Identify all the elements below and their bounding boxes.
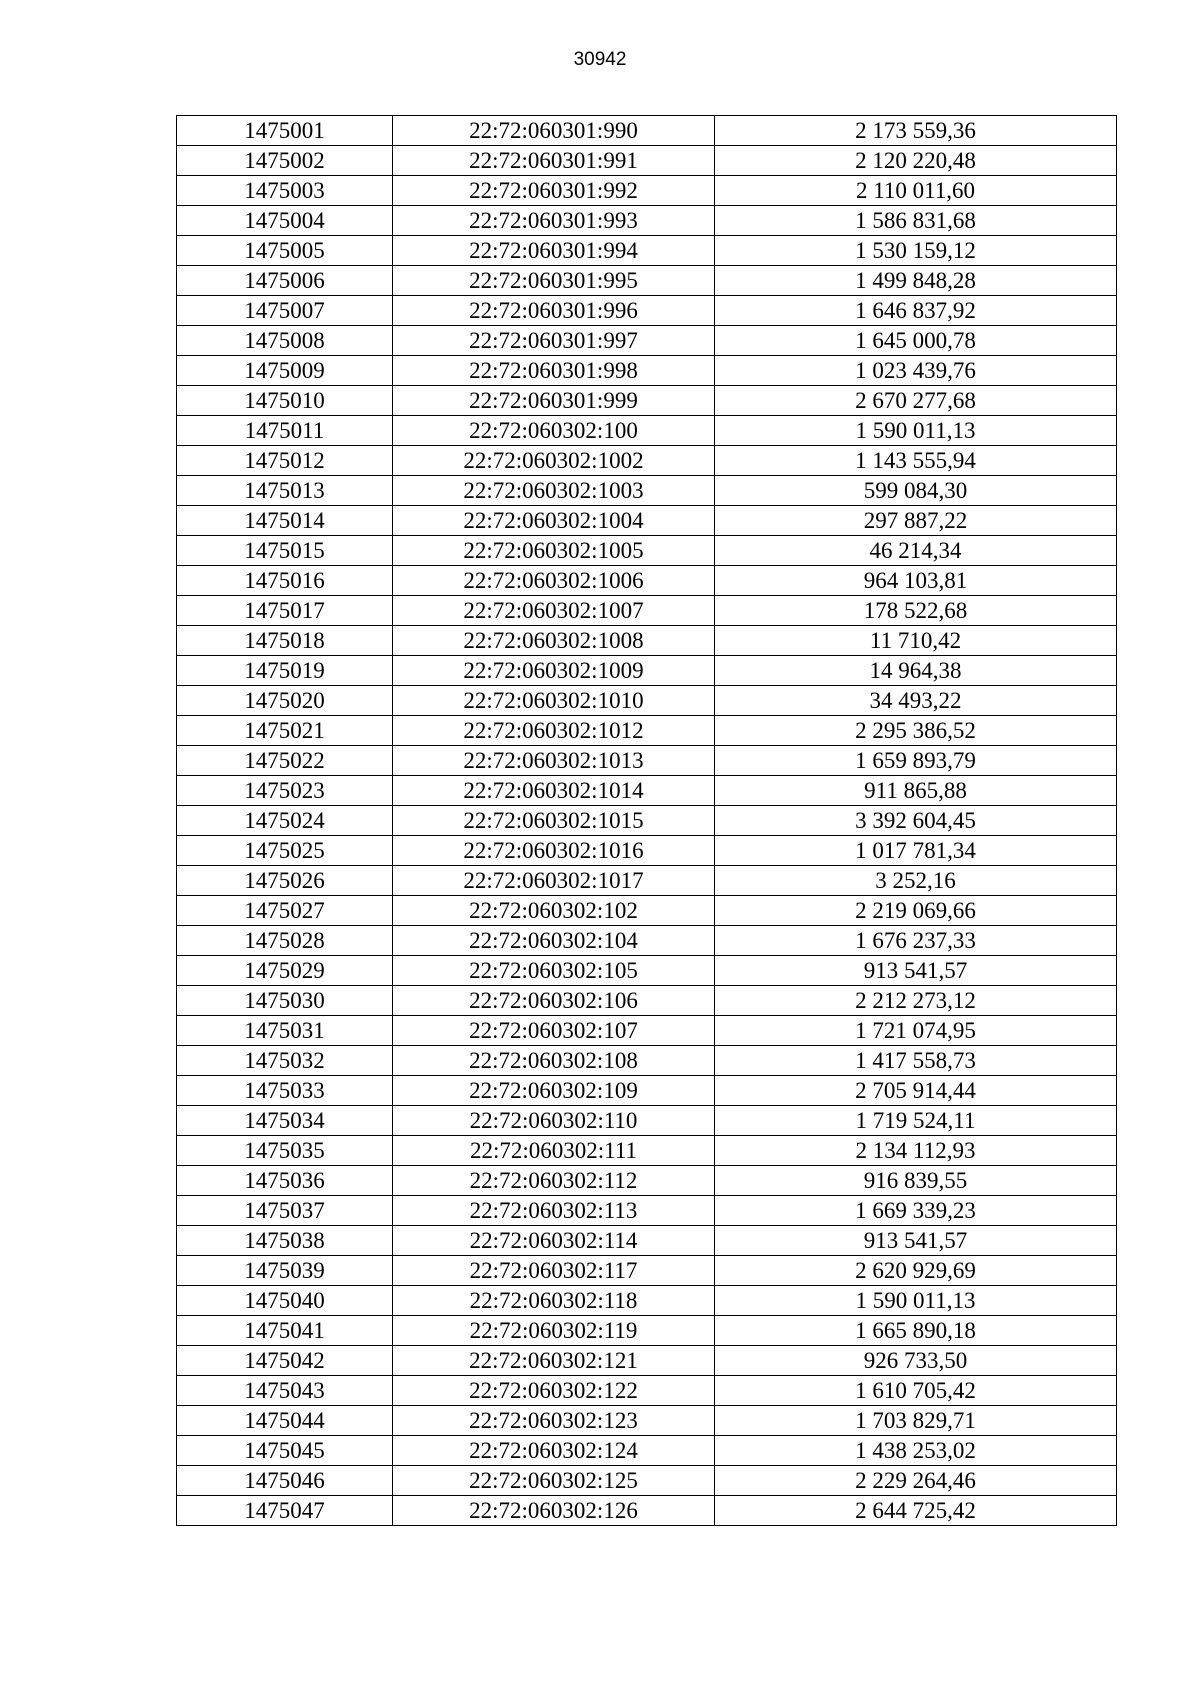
row-number-cell: 1475004: [177, 206, 393, 236]
row-number-cell: 1475003: [177, 176, 393, 206]
cadastral-number-cell: 22:72:060302:112: [393, 1166, 715, 1196]
cadastral-number-cell: 22:72:060302:123: [393, 1406, 715, 1436]
table-row: [177, 1166, 1117, 1196]
table-row: [177, 1406, 1117, 1436]
row-number-cell: 1475023: [177, 776, 393, 806]
value-cell: 926 733,50: [715, 1346, 1117, 1376]
table-row: [177, 836, 1117, 866]
value-cell: 1 023 439,76: [715, 356, 1117, 386]
cadastral-number-cell: 22:72:060302:117: [393, 1256, 715, 1286]
cadastral-number-cell: 22:72:060302:121: [393, 1346, 715, 1376]
table-row: [177, 236, 1117, 266]
table-row: [177, 386, 1117, 416]
row-number-cell: 1475040: [177, 1286, 393, 1316]
table-row: [177, 866, 1117, 896]
cadastral-number-cell: 22:72:060302:110: [393, 1106, 715, 1136]
value-cell: 1 665 890,18: [715, 1316, 1117, 1346]
table-row: [177, 356, 1117, 386]
cadastral-number-cell: 22:72:060301:992: [393, 176, 715, 206]
data-table: [176, 115, 1117, 1526]
cadastral-number-cell: 22:72:060301:994: [393, 236, 715, 266]
row-number-cell: 1475038: [177, 1226, 393, 1256]
row-number-cell: 1475041: [177, 1316, 393, 1346]
row-number-cell: 1475015: [177, 536, 393, 566]
row-number-cell: 1475034: [177, 1106, 393, 1136]
value-cell: 3 392 604,45: [715, 806, 1117, 836]
row-number-cell: 1475001: [177, 116, 393, 146]
table-row: [177, 1196, 1117, 1226]
cadastral-number-cell: 22:72:060302:108: [393, 1046, 715, 1076]
cadastral-number-cell: 22:72:060302:1002: [393, 446, 715, 476]
cadastral-number-cell: 22:72:060302:1005: [393, 536, 715, 566]
row-number-cell: 1475024: [177, 806, 393, 836]
value-cell: 14 964,38: [715, 656, 1117, 686]
row-number-cell: 1475028: [177, 926, 393, 956]
cadastral-number-cell: 22:72:060301:990: [393, 116, 715, 146]
table-row: [177, 686, 1117, 716]
cadastral-number-cell: 22:72:060302:119: [393, 1316, 715, 1346]
cadastral-number-cell: 22:72:060302:1003: [393, 476, 715, 506]
table-row: [177, 986, 1117, 1016]
value-cell: 2 670 277,68: [715, 386, 1117, 416]
row-number-cell: 1475009: [177, 356, 393, 386]
row-number-cell: 1475011: [177, 416, 393, 446]
cadastral-number-cell: 22:72:060302:109: [393, 1076, 715, 1106]
table-row: [177, 1016, 1117, 1046]
row-number-cell: 1475007: [177, 296, 393, 326]
value-cell: 1 143 555,94: [715, 446, 1117, 476]
row-number-cell: 1475018: [177, 626, 393, 656]
table-row: [177, 1256, 1117, 1286]
row-number-cell: 1475030: [177, 986, 393, 1016]
row-number-cell: 1475017: [177, 596, 393, 626]
value-cell: 1 438 253,02: [715, 1436, 1117, 1466]
value-cell: 913 541,57: [715, 956, 1117, 986]
value-cell: 2 644 725,42: [715, 1496, 1117, 1526]
row-number-cell: 1475029: [177, 956, 393, 986]
table-row: [177, 1436, 1117, 1466]
value-cell: 1 017 781,34: [715, 836, 1117, 866]
row-number-cell: 1475025: [177, 836, 393, 866]
cadastral-number-cell: 22:72:060302:124: [393, 1436, 715, 1466]
cadastral-number-cell: 22:72:060301:995: [393, 266, 715, 296]
table-row: [177, 1496, 1117, 1526]
value-cell: 1 499 848,28: [715, 266, 1117, 296]
value-cell: 1 676 237,33: [715, 926, 1117, 956]
row-number-cell: 1475002: [177, 146, 393, 176]
table-row: [177, 656, 1117, 686]
value-cell: 1 530 159,12: [715, 236, 1117, 266]
value-cell: 1 645 000,78: [715, 326, 1117, 356]
value-cell: 964 103,81: [715, 566, 1117, 596]
value-cell: 2 229 264,46: [715, 1466, 1117, 1496]
cadastral-number-cell: 22:72:060301:993: [393, 206, 715, 236]
row-number-cell: 1475043: [177, 1376, 393, 1406]
table-row: [177, 926, 1117, 956]
table-row: [177, 1136, 1117, 1166]
row-number-cell: 1475008: [177, 326, 393, 356]
row-number-cell: 1475022: [177, 746, 393, 776]
cadastral-number-cell: 22:72:060302:1007: [393, 596, 715, 626]
value-cell: 1 590 011,13: [715, 1286, 1117, 1316]
table-row: [177, 476, 1117, 506]
cadastral-number-cell: 22:72:060302:114: [393, 1226, 715, 1256]
table-row: [177, 206, 1117, 236]
table-row: [177, 536, 1117, 566]
value-cell: 2 120 220,48: [715, 146, 1117, 176]
value-cell: 1 586 831,68: [715, 206, 1117, 236]
cadastral-number-cell: 22:72:060302:1014: [393, 776, 715, 806]
table-row: [177, 326, 1117, 356]
table-row: [177, 806, 1117, 836]
cadastral-number-cell: 22:72:060302:102: [393, 896, 715, 926]
table-row: [177, 296, 1117, 326]
value-cell: 599 084,30: [715, 476, 1117, 506]
row-number-cell: 1475037: [177, 1196, 393, 1226]
row-number-cell: 1475031: [177, 1016, 393, 1046]
cadastral-number-cell: 22:72:060302:104: [393, 926, 715, 956]
value-cell: 1 721 074,95: [715, 1016, 1117, 1046]
cadastral-number-cell: 22:72:060302:105: [393, 956, 715, 986]
row-number-cell: 1475047: [177, 1496, 393, 1526]
table-row: [177, 1466, 1117, 1496]
value-cell: 46 214,34: [715, 536, 1117, 566]
table-row: [177, 776, 1117, 806]
table-row: [177, 1376, 1117, 1406]
row-number-cell: 1475042: [177, 1346, 393, 1376]
table-row: [177, 1316, 1117, 1346]
cadastral-number-cell: 22:72:060302:1010: [393, 686, 715, 716]
cadastral-number-cell: 22:72:060301:998: [393, 356, 715, 386]
row-number-cell: 1475010: [177, 386, 393, 416]
cadastral-number-cell: 22:72:060302:1017: [393, 866, 715, 896]
value-cell: 2 134 112,93: [715, 1136, 1117, 1166]
table-row: [177, 116, 1117, 146]
value-cell: 297 887,22: [715, 506, 1117, 536]
row-number-cell: 1475014: [177, 506, 393, 536]
table-row: [177, 1286, 1117, 1316]
table-row: [177, 266, 1117, 296]
value-cell: 911 865,88: [715, 776, 1117, 806]
cadastral-number-cell: 22:72:060301:999: [393, 386, 715, 416]
cadastral-number-cell: 22:72:060302:125: [393, 1466, 715, 1496]
row-number-cell: 1475019: [177, 656, 393, 686]
cadastral-number-cell: 22:72:060302:1015: [393, 806, 715, 836]
table-row: [177, 176, 1117, 206]
value-cell: 1 610 705,42: [715, 1376, 1117, 1406]
value-cell: 2 219 069,66: [715, 896, 1117, 926]
value-cell: 1 646 837,92: [715, 296, 1117, 326]
cadastral-number-cell: 22:72:060302:122: [393, 1376, 715, 1406]
cadastral-number-cell: 22:72:060302:118: [393, 1286, 715, 1316]
row-number-cell: 1475046: [177, 1466, 393, 1496]
cadastral-number-cell: 22:72:060302:1016: [393, 836, 715, 866]
cadastral-number-cell: 22:72:060302:1009: [393, 656, 715, 686]
cadastral-number-cell: 22:72:060302:1013: [393, 746, 715, 776]
cadastral-number-cell: 22:72:060302:106: [393, 986, 715, 1016]
value-cell: 34 493,22: [715, 686, 1117, 716]
value-cell: 2 212 273,12: [715, 986, 1117, 1016]
table-row: [177, 1076, 1117, 1106]
value-cell: 2 620 929,69: [715, 1256, 1117, 1286]
value-cell: 178 522,68: [715, 596, 1117, 626]
cadastral-number-cell: 22:72:060302:1004: [393, 506, 715, 536]
row-number-cell: 1475006: [177, 266, 393, 296]
value-cell: 1 703 829,71: [715, 1406, 1117, 1436]
table-row: [177, 896, 1117, 926]
value-cell: 3 252,16: [715, 866, 1117, 896]
table-row: [177, 1226, 1117, 1256]
cadastral-number-cell: 22:72:060302:113: [393, 1196, 715, 1226]
cadastral-number-cell: 22:72:060302:1008: [393, 626, 715, 656]
cadastral-number-cell: 22:72:060302:1006: [393, 566, 715, 596]
table-row: [177, 956, 1117, 986]
value-cell: 2 705 914,44: [715, 1076, 1117, 1106]
table-row: [177, 1046, 1117, 1076]
value-cell: 1 590 011,13: [715, 416, 1117, 446]
cadastral-number-cell: 22:72:060302:111: [393, 1136, 715, 1166]
table-row: [177, 416, 1117, 446]
value-cell: 2 173 559,36: [715, 116, 1117, 146]
row-number-cell: 1475020: [177, 686, 393, 716]
cadastral-number-cell: 22:72:060301:997: [393, 326, 715, 356]
value-cell: 2 295 386,52: [715, 716, 1117, 746]
value-cell: 1 669 339,23: [715, 1196, 1117, 1226]
value-cell: 913 541,57: [715, 1226, 1117, 1256]
row-number-cell: 1475027: [177, 896, 393, 926]
row-number-cell: 1475033: [177, 1076, 393, 1106]
table-row: [177, 716, 1117, 746]
table-row: [177, 446, 1117, 476]
cadastral-number-cell: 22:72:060302:1012: [393, 716, 715, 746]
row-number-cell: 1475013: [177, 476, 393, 506]
row-number-cell: 1475035: [177, 1136, 393, 1166]
row-number-cell: 1475036: [177, 1166, 393, 1196]
table-row: [177, 746, 1117, 776]
value-cell: 1 659 893,79: [715, 746, 1117, 776]
value-cell: 2 110 011,60: [715, 176, 1117, 206]
table-body: [177, 116, 1117, 1526]
row-number-cell: 1475021: [177, 716, 393, 746]
row-number-cell: 1475044: [177, 1406, 393, 1436]
row-number-cell: 1475032: [177, 1046, 393, 1076]
value-cell: 11 710,42: [715, 626, 1117, 656]
row-number-cell: 1475005: [177, 236, 393, 266]
row-number-cell: 1475039: [177, 1256, 393, 1286]
table-row: [177, 1346, 1117, 1376]
row-number-cell: 1475026: [177, 866, 393, 896]
table-row: [177, 596, 1117, 626]
value-cell: 1 417 558,73: [715, 1046, 1117, 1076]
value-cell: 1 719 524,11: [715, 1106, 1117, 1136]
cadastral-number-cell: 22:72:060302:100: [393, 416, 715, 446]
row-number-cell: 1475012: [177, 446, 393, 476]
table-row: [177, 1106, 1117, 1136]
row-number-cell: 1475045: [177, 1436, 393, 1466]
table-row: [177, 146, 1117, 176]
cadastral-number-cell: 22:72:060301:996: [393, 296, 715, 326]
cadastral-number-cell: 22:72:060302:126: [393, 1496, 715, 1526]
page-number: 30942: [573, 49, 627, 70]
cadastral-number-cell: 22:72:060301:991: [393, 146, 715, 176]
table-row: [177, 506, 1117, 536]
table-row: [177, 626, 1117, 656]
table-row: [177, 566, 1117, 596]
cadastral-number-cell: 22:72:060302:107: [393, 1016, 715, 1046]
value-cell: 916 839,55: [715, 1166, 1117, 1196]
row-number-cell: 1475016: [177, 566, 393, 596]
